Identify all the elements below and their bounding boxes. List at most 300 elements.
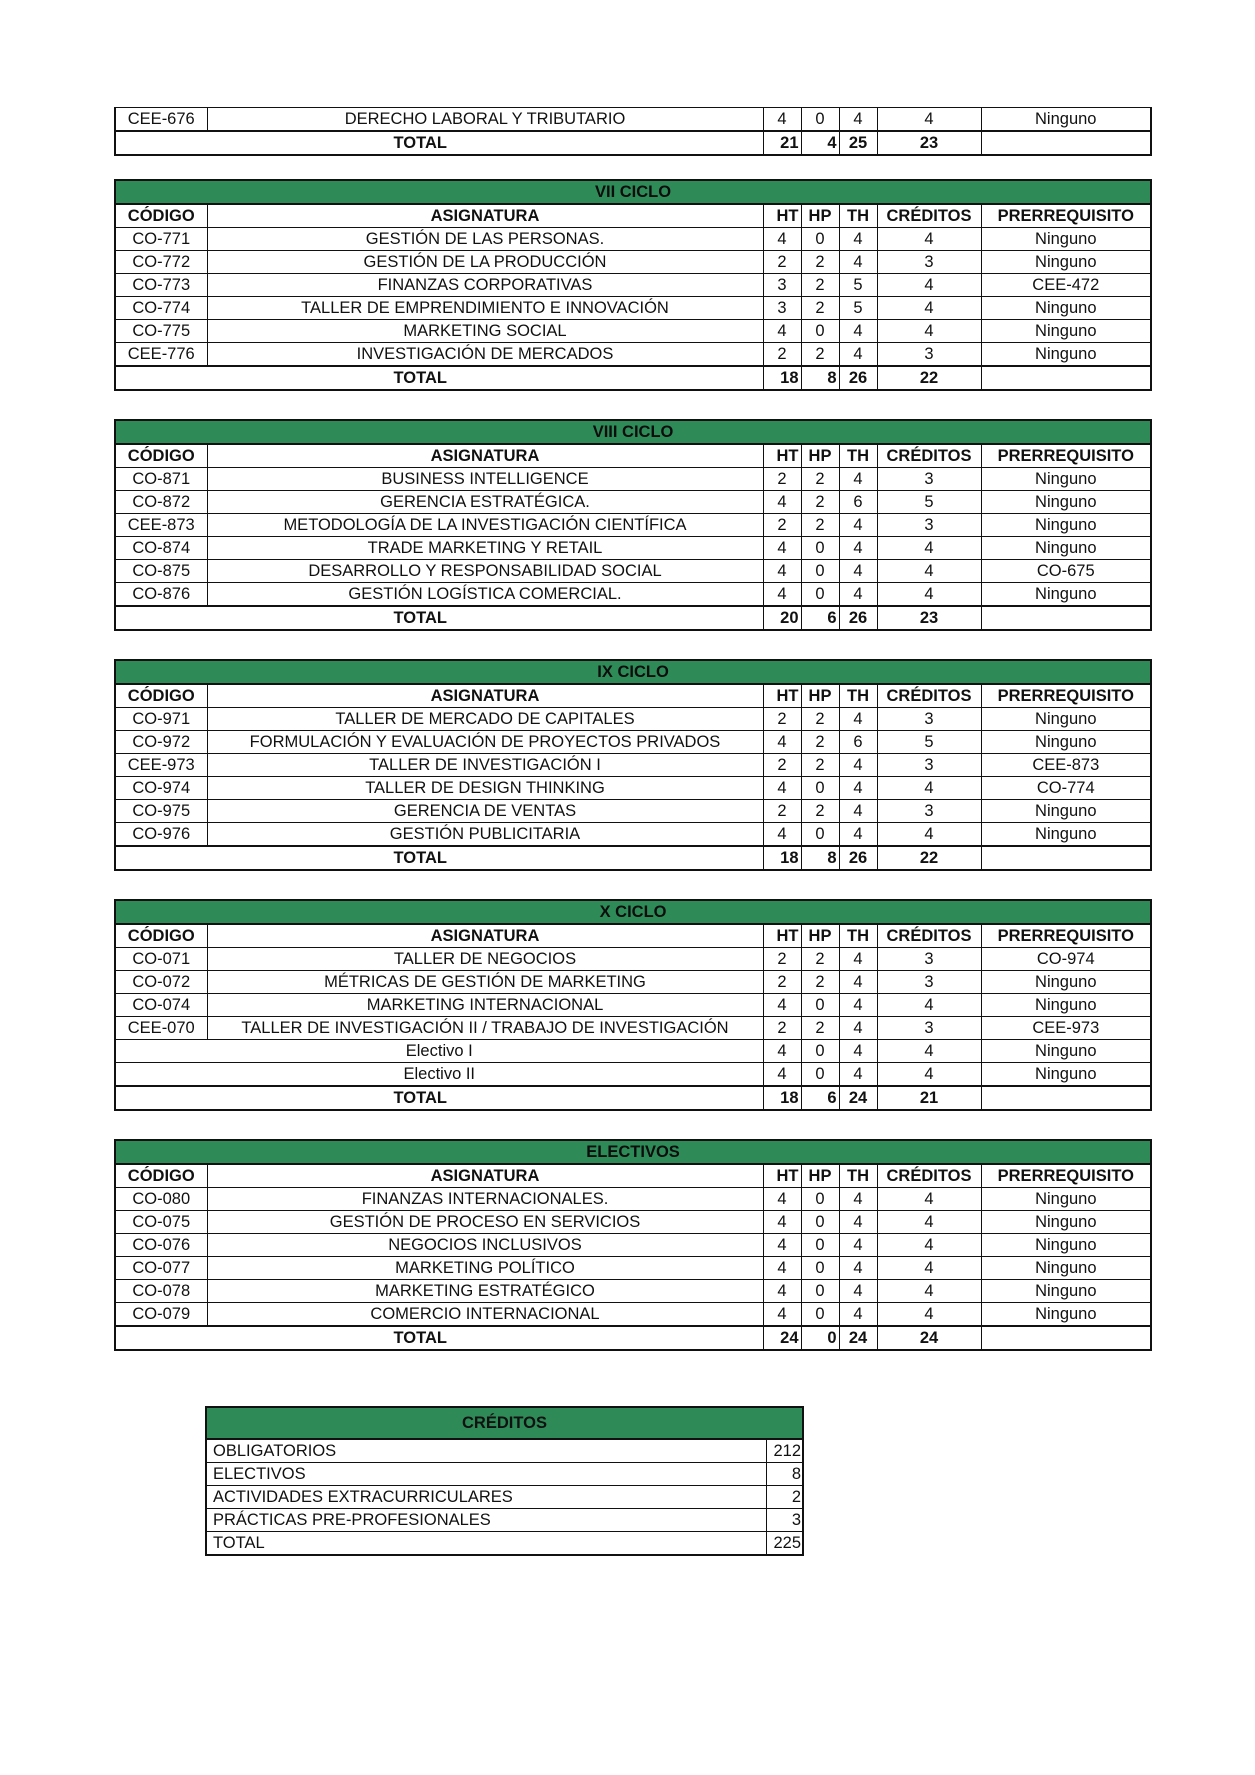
course-credits: 3 — [877, 948, 981, 971]
course-subject: MÉTRICAS DE GESTIÓN DE MARKETING — [207, 971, 763, 994]
credits-summary-title: CRÉDITOS — [206, 1407, 803, 1439]
course-th: 4 — [839, 1257, 877, 1280]
header-code: CÓDIGO — [115, 444, 207, 468]
course-hp: 2 — [801, 251, 839, 274]
course-hp: 0 — [801, 1234, 839, 1257]
course-code: CO-080 — [115, 1188, 207, 1211]
course-credits: 3 — [877, 800, 981, 823]
table-row — [115, 948, 1151, 971]
course-th: 4 — [839, 1234, 877, 1257]
course-hp: 0 — [801, 1040, 839, 1063]
table-row — [115, 708, 1151, 731]
course-th: 5 — [839, 274, 877, 297]
header-prereq: PRERREQUISITO — [981, 924, 1151, 948]
total-label: TOTAL — [115, 606, 763, 630]
course-ht: 4 — [763, 537, 801, 560]
course-subject: GESTIÓN DE LAS PERSONAS. — [207, 228, 763, 251]
course-code: CO-775 — [115, 320, 207, 343]
total-prereq-empty — [981, 1326, 1151, 1350]
table-row — [115, 800, 1151, 823]
course-credits: 5 — [877, 731, 981, 754]
course-code: CEE-776 — [115, 343, 207, 367]
course-th: 4 — [839, 343, 877, 367]
course-hp: 2 — [801, 708, 839, 731]
course-code: CO-072 — [115, 971, 207, 994]
course-prereq: Ninguno — [981, 583, 1151, 607]
course-th: 4 — [839, 1280, 877, 1303]
course-ht: 4 — [763, 1234, 801, 1257]
table-row — [115, 1257, 1151, 1280]
course-subject: DERECHO LABORAL Y TRIBUTARIO — [207, 108, 763, 132]
course-th: 4 — [839, 971, 877, 994]
table-row — [115, 1063, 1151, 1087]
credits-row — [206, 1463, 803, 1486]
header-th: TH — [839, 204, 877, 228]
course-code: CEE-070 — [115, 1017, 207, 1040]
table-row — [115, 537, 1151, 560]
course-subject: GERENCIA ESTRATÉGICA. — [207, 491, 763, 514]
course-hp: 0 — [801, 108, 839, 132]
course-hp: 2 — [801, 948, 839, 971]
table-row — [115, 297, 1151, 320]
table-row — [115, 754, 1151, 777]
course-th: 4 — [839, 228, 877, 251]
course-code: CO-078 — [115, 1280, 207, 1303]
course-subject: Electivo II — [115, 1063, 763, 1087]
course-code: CO-972 — [115, 731, 207, 754]
course-prereq: CEE-873 — [981, 754, 1151, 777]
course-subject: TALLER DE DESIGN THINKING — [207, 777, 763, 800]
course-ht: 4 — [763, 1211, 801, 1234]
total-prereq-empty — [981, 846, 1151, 870]
course-ht: 4 — [763, 1257, 801, 1280]
course-hp: 0 — [801, 1257, 839, 1280]
header-code: CÓDIGO — [115, 1164, 207, 1188]
credits-label: PRÁCTICAS PRE-PROFESIONALES — [206, 1509, 766, 1532]
course-ht: 4 — [763, 994, 801, 1017]
course-subject: TALLER DE INVESTIGACIÓN II / TRABAJO DE INVESTIGACIÓN — [207, 1017, 763, 1040]
header-credits: CRÉDITOS — [877, 924, 981, 948]
course-credits: 3 — [877, 708, 981, 731]
course-subject: COMERCIO INTERNACIONAL — [207, 1303, 763, 1327]
course-th: 6 — [839, 491, 877, 514]
course-prereq: Ninguno — [981, 1234, 1151, 1257]
course-credits: 4 — [877, 1303, 981, 1327]
course-credits: 4 — [877, 1280, 981, 1303]
course-subject: GESTIÓN LOGÍSTICA COMERCIAL. — [207, 583, 763, 607]
course-th: 4 — [839, 800, 877, 823]
course-prereq: Ninguno — [981, 228, 1151, 251]
course-code: CEE-973 — [115, 754, 207, 777]
course-hp: 0 — [801, 583, 839, 607]
header-ht: HT — [763, 444, 801, 468]
column-header-row — [115, 1164, 1151, 1188]
table-row — [115, 251, 1151, 274]
course-code: CO-075 — [115, 1211, 207, 1234]
course-hp: 0 — [801, 1211, 839, 1234]
total-label: TOTAL — [115, 846, 763, 870]
course-credits: 5 — [877, 491, 981, 514]
credits-row — [206, 1486, 803, 1509]
header-hp: HP — [801, 924, 839, 948]
cycle-title: X CICLO — [115, 900, 1151, 924]
credits-row — [206, 1509, 803, 1532]
total-credits: 23 — [877, 606, 981, 630]
course-credits: 4 — [877, 994, 981, 1017]
course-th: 5 — [839, 297, 877, 320]
course-prereq: Ninguno — [981, 514, 1151, 537]
course-credits: 4 — [877, 320, 981, 343]
total-prereq-empty — [981, 366, 1151, 390]
course-ht: 4 — [763, 1188, 801, 1211]
column-header-row — [115, 684, 1151, 708]
course-hp: 2 — [801, 971, 839, 994]
course-hp: 2 — [801, 754, 839, 777]
total-hp: 4 — [801, 131, 839, 155]
course-code: CO-772 — [115, 251, 207, 274]
course-th: 4 — [839, 1017, 877, 1040]
course-ht: 4 — [763, 1040, 801, 1063]
header-prereq: PRERREQUISITO — [981, 444, 1151, 468]
credits-value: 212 — [766, 1439, 803, 1463]
course-subject: DESARROLLO Y RESPONSABILIDAD SOCIAL — [207, 560, 763, 583]
course-th: 4 — [839, 1063, 877, 1087]
total-ht: 18 — [763, 1086, 801, 1110]
course-subject: GERENCIA DE VENTAS — [207, 800, 763, 823]
course-hp: 0 — [801, 320, 839, 343]
course-code: CO-076 — [115, 1234, 207, 1257]
course-prereq: Ninguno — [981, 320, 1151, 343]
course-prereq: Ninguno — [981, 343, 1151, 367]
table-row — [115, 823, 1151, 847]
table-row — [115, 731, 1151, 754]
course-th: 4 — [839, 537, 877, 560]
cycle-table — [114, 419, 1152, 631]
course-hp: 0 — [801, 1063, 839, 1087]
course-ht: 3 — [763, 274, 801, 297]
course-subject: NEGOCIOS INCLUSIVOS — [207, 1234, 763, 1257]
course-prereq: Ninguno — [981, 971, 1151, 994]
course-ht: 4 — [763, 560, 801, 583]
course-hp: 0 — [801, 1280, 839, 1303]
course-credits: 3 — [877, 251, 981, 274]
course-subject: MARKETING ESTRATÉGICO — [207, 1280, 763, 1303]
credits-label: ACTIVIDADES EXTRACURRICULARES — [206, 1486, 766, 1509]
course-th: 4 — [839, 708, 877, 731]
course-ht: 4 — [763, 731, 801, 754]
course-hp: 2 — [801, 491, 839, 514]
course-ht: 4 — [763, 108, 801, 132]
course-prereq: CO-974 — [981, 948, 1151, 971]
header-hp: HP — [801, 1164, 839, 1188]
course-th: 4 — [839, 777, 877, 800]
credits-value: 8 — [766, 1463, 803, 1486]
cycle-title: IX CICLO — [115, 660, 1151, 684]
header-ht: HT — [763, 1164, 801, 1188]
course-hp: 0 — [801, 777, 839, 800]
course-code: CO-077 — [115, 1257, 207, 1280]
header-hp: HP — [801, 204, 839, 228]
course-subject: GESTIÓN DE LA PRODUCCIÓN — [207, 251, 763, 274]
course-subject: FORMULACIÓN Y EVALUACIÓN DE PROYECTOS PRIVADOS — [207, 731, 763, 754]
course-ht: 3 — [763, 297, 801, 320]
cycle-table — [114, 1139, 1152, 1351]
table-row — [115, 320, 1151, 343]
table-row — [115, 777, 1151, 800]
course-ht: 4 — [763, 1063, 801, 1087]
course-prereq: CO-675 — [981, 560, 1151, 583]
course-code: CO-974 — [115, 777, 207, 800]
course-ht: 2 — [763, 971, 801, 994]
course-hp: 2 — [801, 800, 839, 823]
course-th: 4 — [839, 468, 877, 491]
course-credits: 4 — [877, 560, 981, 583]
header-ht: HT — [763, 924, 801, 948]
course-prereq: Ninguno — [981, 800, 1151, 823]
course-th: 4 — [839, 560, 877, 583]
course-code: CO-875 — [115, 560, 207, 583]
table-row — [115, 1188, 1151, 1211]
course-ht: 4 — [763, 777, 801, 800]
course-ht: 4 — [763, 320, 801, 343]
course-prereq: CO-774 — [981, 777, 1151, 800]
cycle-table — [114, 899, 1152, 1111]
course-prereq: Ninguno — [981, 468, 1151, 491]
course-hp: 2 — [801, 297, 839, 320]
header-th: TH — [839, 684, 877, 708]
course-credits: 4 — [877, 274, 981, 297]
header-credits: CRÉDITOS — [877, 204, 981, 228]
table-row — [115, 583, 1151, 607]
course-prereq: Ninguno — [981, 994, 1151, 1017]
course-th: 4 — [839, 320, 877, 343]
cycle-title-row — [115, 180, 1151, 204]
course-credits: 3 — [877, 971, 981, 994]
header-subject: ASIGNATURA — [207, 1164, 763, 1188]
table-row — [115, 343, 1151, 367]
header-credits: CRÉDITOS — [877, 1164, 981, 1188]
header-ht: HT — [763, 684, 801, 708]
course-hp: 0 — [801, 228, 839, 251]
course-prereq: Ninguno — [981, 1280, 1151, 1303]
course-credits: 4 — [877, 1040, 981, 1063]
course-subject: BUSINESS INTELLIGENCE — [207, 468, 763, 491]
total-hp: 8 — [801, 366, 839, 390]
course-ht: 2 — [763, 343, 801, 367]
course-subject: TRADE MARKETING Y RETAIL — [207, 537, 763, 560]
total-ht: 24 — [763, 1326, 801, 1350]
credits-row — [206, 1439, 803, 1463]
total-row — [115, 606, 1151, 630]
course-credits: 4 — [877, 537, 981, 560]
course-subject: TALLER DE EMPRENDIMIENTO E INNOVACIÓN — [207, 297, 763, 320]
total-hp: 8 — [801, 846, 839, 870]
total-credits: 22 — [877, 846, 981, 870]
course-prereq: Ninguno — [981, 108, 1151, 132]
course-th: 4 — [839, 583, 877, 607]
total-row — [115, 131, 1151, 155]
course-ht: 2 — [763, 514, 801, 537]
course-credits: 3 — [877, 1017, 981, 1040]
table-row — [115, 1040, 1151, 1063]
top-block-table — [114, 107, 1152, 156]
course-ht: 2 — [763, 800, 801, 823]
course-credits: 4 — [877, 1188, 981, 1211]
course-prereq: Ninguno — [981, 1040, 1151, 1063]
header-code: CÓDIGO — [115, 684, 207, 708]
credits-value: 2 — [766, 1486, 803, 1509]
total-th: 24 — [839, 1086, 877, 1110]
course-th: 4 — [839, 994, 877, 1017]
total-credits: 22 — [877, 366, 981, 390]
header-th: TH — [839, 924, 877, 948]
total-th: 24 — [839, 1326, 877, 1350]
table-row — [115, 1303, 1151, 1327]
credits-value: 3 — [766, 1509, 803, 1532]
course-ht: 2 — [763, 251, 801, 274]
table-row — [115, 228, 1151, 251]
header-credits: CRÉDITOS — [877, 444, 981, 468]
total-label: TOTAL — [115, 1326, 763, 1350]
course-credits: 3 — [877, 514, 981, 537]
course-prereq: Ninguno — [981, 251, 1151, 274]
course-ht: 4 — [763, 491, 801, 514]
cycle-title-row — [115, 660, 1151, 684]
cycle-title-row — [115, 420, 1151, 444]
course-ht: 4 — [763, 1280, 801, 1303]
course-credits: 4 — [877, 1257, 981, 1280]
table-row — [115, 1211, 1151, 1234]
total-credits: 21 — [877, 1086, 981, 1110]
course-prereq: Ninguno — [981, 1211, 1151, 1234]
column-header-row — [115, 204, 1151, 228]
course-subject: MARKETING POLÍTICO — [207, 1257, 763, 1280]
course-subject: INVESTIGACIÓN DE MERCADOS — [207, 343, 763, 367]
course-credits: 4 — [877, 1234, 981, 1257]
course-credits: 3 — [877, 468, 981, 491]
header-code: CÓDIGO — [115, 924, 207, 948]
header-credits: CRÉDITOS — [877, 684, 981, 708]
course-code: CEE-873 — [115, 514, 207, 537]
course-credits: 4 — [877, 108, 981, 132]
course-ht: 2 — [763, 754, 801, 777]
course-ht: 2 — [763, 468, 801, 491]
course-code: CO-079 — [115, 1303, 207, 1327]
table-row — [115, 994, 1151, 1017]
course-th: 4 — [839, 514, 877, 537]
course-code: CO-871 — [115, 468, 207, 491]
course-th: 4 — [839, 1211, 877, 1234]
course-code: CO-976 — [115, 823, 207, 847]
course-subject: FINANZAS INTERNACIONALES. — [207, 1188, 763, 1211]
course-hp: 2 — [801, 514, 839, 537]
course-th: 4 — [839, 948, 877, 971]
course-hp: 0 — [801, 1188, 839, 1211]
course-hp: 0 — [801, 994, 839, 1017]
course-credits: 4 — [877, 823, 981, 847]
course-prereq: Ninguno — [981, 1257, 1151, 1280]
total-row — [115, 366, 1151, 390]
header-th: TH — [839, 444, 877, 468]
total-hp: 6 — [801, 1086, 839, 1110]
course-code: CO-872 — [115, 491, 207, 514]
total-th: 25 — [839, 131, 877, 155]
course-prereq: Ninguno — [981, 297, 1151, 320]
total-th: 26 — [839, 606, 877, 630]
course-subject: TALLER DE NEGOCIOS — [207, 948, 763, 971]
course-prereq: Ninguno — [981, 708, 1151, 731]
total-label: TOTAL — [115, 366, 763, 390]
course-ht: 4 — [763, 1303, 801, 1327]
course-prereq: Ninguno — [981, 1188, 1151, 1211]
total-label: TOTAL — [115, 1086, 763, 1110]
total-th: 26 — [839, 846, 877, 870]
credits-row — [206, 1532, 803, 1556]
cycle-title: VIII CICLO — [115, 420, 1151, 444]
cycle-title: VII CICLO — [115, 180, 1151, 204]
table-row — [115, 514, 1151, 537]
course-hp: 2 — [801, 343, 839, 367]
course-ht: 4 — [763, 228, 801, 251]
course-subject: GESTIÓN PUBLICITARIA — [207, 823, 763, 847]
course-prereq: Ninguno — [981, 731, 1151, 754]
cycle-title-row — [115, 1140, 1151, 1164]
course-prereq: Ninguno — [981, 491, 1151, 514]
header-prereq: PRERREQUISITO — [981, 1164, 1151, 1188]
total-hp: 0 — [801, 1326, 839, 1350]
table-row — [115, 1017, 1151, 1040]
total-hp: 6 — [801, 606, 839, 630]
course-code: CO-774 — [115, 297, 207, 320]
course-hp: 2 — [801, 1017, 839, 1040]
total-ht: 18 — [763, 846, 801, 870]
header-prereq: PRERREQUISITO — [981, 204, 1151, 228]
cycle-title-row — [115, 900, 1151, 924]
total-row — [115, 1326, 1151, 1350]
credits-label: ELECTIVOS — [206, 1463, 766, 1486]
table-row — [115, 1280, 1151, 1303]
course-code: CO-876 — [115, 583, 207, 607]
course-credits: 4 — [877, 1063, 981, 1087]
credits-summary-header — [206, 1407, 803, 1439]
course-code: CEE-676 — [115, 108, 207, 132]
course-ht: 2 — [763, 1017, 801, 1040]
cycle-table — [114, 659, 1152, 871]
course-credits: 3 — [877, 754, 981, 777]
total-row — [115, 846, 1151, 870]
total-ht: 20 — [763, 606, 801, 630]
table-row — [115, 468, 1151, 491]
credits-label: TOTAL — [206, 1532, 766, 1556]
total-credits: 24 — [877, 1326, 981, 1350]
course-th: 4 — [839, 251, 877, 274]
header-subject: ASIGNATURA — [207, 924, 763, 948]
total-label: TOTAL — [115, 131, 763, 155]
header-prereq: PRERREQUISITO — [981, 684, 1151, 708]
course-th: 4 — [839, 108, 877, 132]
header-hp: HP — [801, 684, 839, 708]
course-prereq: Ninguno — [981, 1063, 1151, 1087]
course-subject: MARKETING SOCIAL — [207, 320, 763, 343]
table-row — [115, 1234, 1151, 1257]
course-code: CO-071 — [115, 948, 207, 971]
header-subject: ASIGNATURA — [207, 684, 763, 708]
table-row — [115, 491, 1151, 514]
total-th: 26 — [839, 366, 877, 390]
total-ht: 21 — [763, 131, 801, 155]
course-prereq: Ninguno — [981, 1303, 1151, 1327]
course-subject: FINANZAS CORPORATIVAS — [207, 274, 763, 297]
